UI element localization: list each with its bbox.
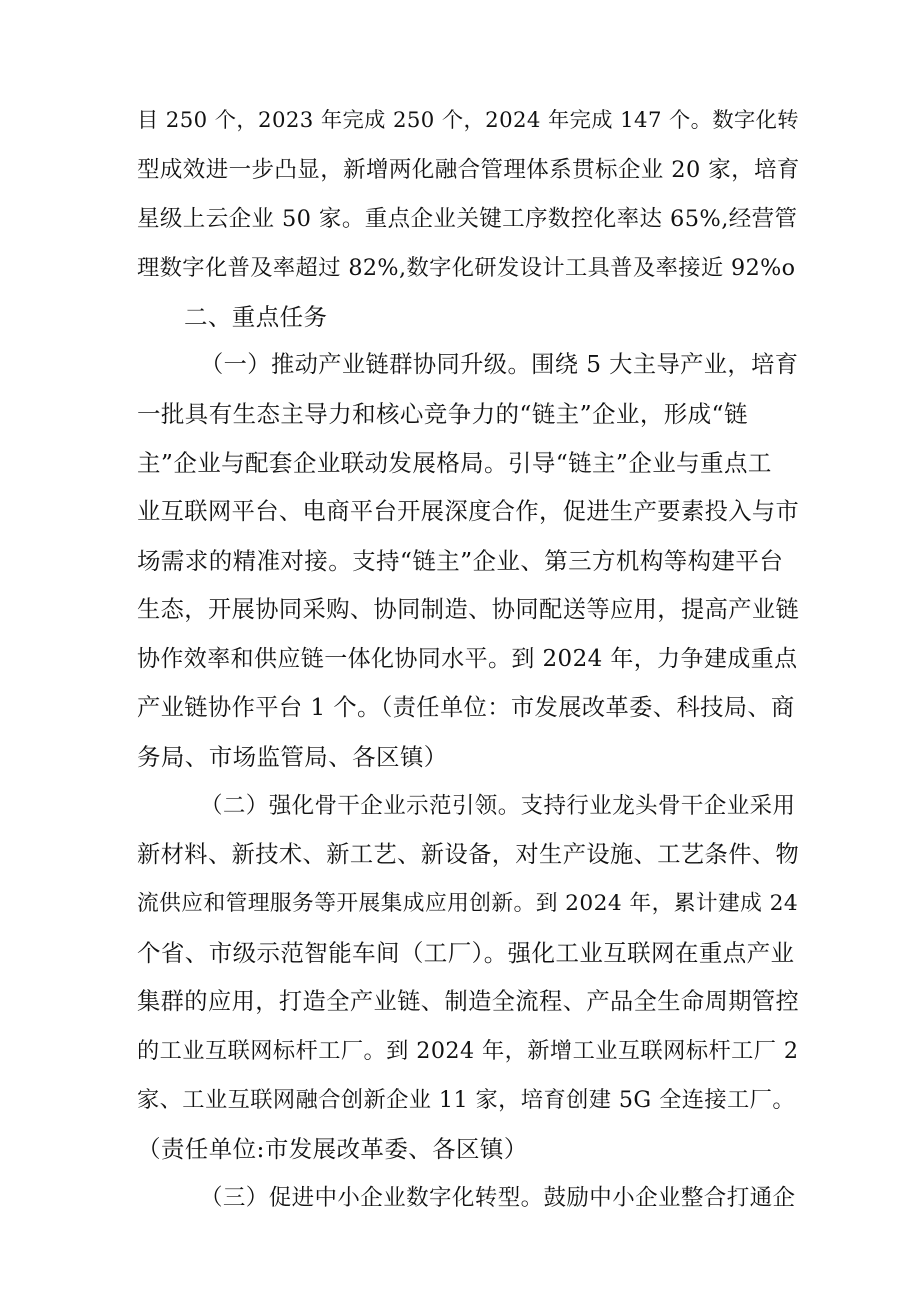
paragraph-line: 业互联网平台、电商平台开展深度合作，促进生产要素投入与市 (137, 498, 800, 525)
paragraph-line: 一批具有生态主导力和核心竞争力的“链主”企业，形成“链 (137, 400, 748, 428)
paragraph-line: 个省、市级示范智能车间（工厂）。强化工业互联网在重点产业 (137, 939, 795, 967)
paragraph-line: 集群的应用，打造全产业链、制造全流程、产品全生命周期管控 (137, 988, 800, 1015)
paragraph-line: 理数字化普及率超过 82%,数字化研发设计工具普及率接近 92%o (137, 255, 796, 281)
paragraph-line: 家、工业互联网融合创新企业 11 家，培育创建 5G 全连接工厂。 (137, 1087, 795, 1113)
section-heading: 二、重点任务 (184, 303, 328, 331)
paragraph-line: 目 250 个，2023 年完成 250 个，2024 年完成 147 个。数字化转 (137, 108, 799, 133)
paragraph-line: （责任单位:市发展改革委、各区镇） (137, 1135, 528, 1163)
paragraph-line: 的工业互联网标杆工厂。到 2024 年，新增工业互联网标杆工厂 2 (137, 1038, 799, 1064)
paragraph-line: 务局、市场监管局、各区镇） (137, 743, 448, 771)
paragraph-line: 星级上云企业 50 家。重点企业关键工序数控化率达 65%,经营管 (137, 206, 798, 232)
paragraph-line: 产业链协作平台 1 个。（责任单位：市发展改革委、科技局、商 (137, 694, 795, 721)
paragraph-line: （一）推动产业链群协同升级。围绕 5 大主导产业，培育 (200, 351, 799, 378)
paragraph-line: 新材料、新技术、新工艺、新设备，对生产设施、工艺条件、物 (137, 841, 800, 868)
paragraph-line: 主”企业与配套企业联动发展格局。引导“链主”企业与重点工 (137, 449, 772, 477)
paragraph-line: 场需求的精准对接。支持“链主”企业、第三方机构等构建平台 (137, 547, 784, 575)
paragraph-line: （二）强化骨干企业示范引领。支持行业龙头骨干企业采用 (200, 793, 796, 819)
paragraph-line: 型成效进一步凸显，新增两化融合管理体系贯标企业 20 家，培育 (137, 157, 800, 183)
paragraph-line: 生态，开展协同采购、协同制造、协同配送等应用，提高产业链 (137, 596, 800, 623)
paragraph-line: 流供应和管理服务等开展集成应用创新。到 2024 年，累计建成 24 (137, 891, 799, 916)
paragraph-line: 协作效率和供应链一体化协同水平。到 2024 年，力争建成重点 (137, 646, 798, 672)
paragraph-line: （三）促进中小企业数字化转型。鼓励中小企业整合打通企 (200, 1185, 796, 1211)
